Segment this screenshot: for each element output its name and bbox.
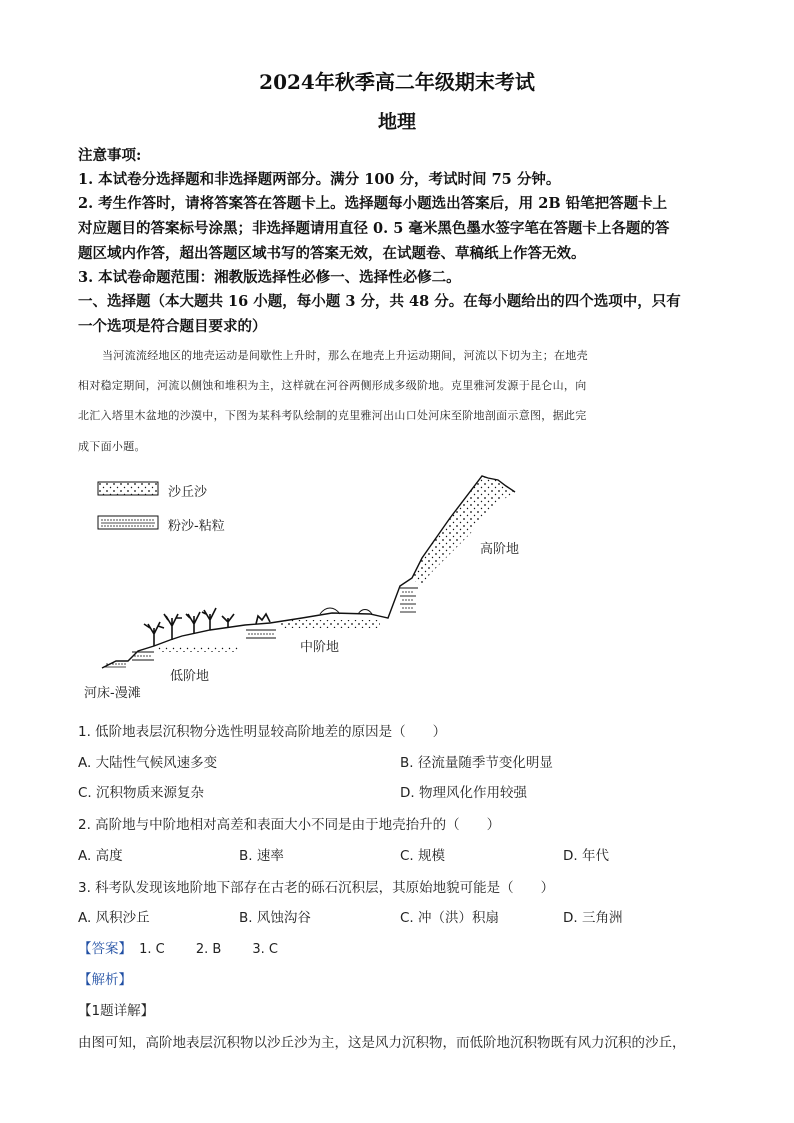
terrace-profile-diagram [70, 468, 570, 708]
terrace-profile-svg [70, 468, 570, 708]
option-c: C. 沉积物质来源复杂 [78, 785, 205, 801]
option-b: B. 径流量随季节变化明显 [400, 755, 553, 771]
subject-title: 地理 [377, 111, 416, 133]
label-low-terrace: 低阶地 [170, 669, 210, 684]
question-stem: 2. 高阶地与中阶地相对高差和表面大小不同是由于地壳抬升的（ ） [78, 817, 501, 833]
high-terrace-silt-layers [400, 588, 418, 612]
option-c: C. 冲（洪）积扇 [400, 910, 500, 926]
answer-value: 1. C [139, 942, 165, 957]
answer-value: 3. C [252, 942, 278, 957]
question-stem: 1. 低阶地表层沉积物分选性明显较高阶地差的原因是（ ） [78, 724, 447, 740]
label-high-terrace: 高阶地 [480, 542, 520, 557]
legend-sand [98, 482, 158, 495]
analysis-label: 【解析】 [78, 972, 132, 988]
legend-label-sand: 沙丘沙 [168, 485, 208, 500]
material-line: 北汇入塔里木盆地的沙漠中，下图为某科考队绘制的克里雅河出山口处河床至阶地剖面示意图，据此完 [78, 409, 587, 422]
low-terrace-vegetation [144, 608, 270, 646]
option-d: D. 三角洲 [563, 910, 623, 926]
notice-line: 3. 本试卷命题范围：湘教版选择性必修一、选择性必修二。 [78, 269, 461, 286]
option-a: A. 风积沙丘 [78, 910, 150, 926]
legend-silt [98, 516, 158, 529]
material-line: 当河流流经地区的地壳运动是间歇性上升时，那么在地壳上升运动期间，河流以下切为主；在地壳 [102, 349, 588, 362]
section-heading: 一、选择题（本大题共 16 小题，每小题 3 分，共 48 分。在每小题给出的四个选项中，只有 [78, 293, 681, 310]
label-middle-terrace: 中阶地 [300, 640, 340, 655]
analysis-sub-label: 【1题详解】 [78, 1003, 155, 1019]
option-a: A. 大陆性气候风速多变 [78, 755, 218, 771]
question-stem: 3. 科考队发现该地阶地下部存在古老的砾石沉积层，其原始地貌可能是（ ） [78, 880, 555, 896]
option-c: C. 规模 [400, 848, 446, 864]
notice-line: 1. 本试卷分选择题和非选择题两部分。满分 100 分，考试时间 75 分钟。 [78, 171, 561, 188]
high-terrace-sand [412, 476, 515, 586]
analysis-text: 由图可知，高阶地表层沉积物以沙丘沙为主，这是风力沉积物，而低阶地沉积物既有风力沉积的沙丘， [78, 1035, 686, 1051]
option-b: B. 速率 [239, 848, 284, 864]
option-d: D. 物理风化作用较强 [400, 785, 527, 801]
material-line: 相对稳定期间，河流以侧蚀和堆积为主，这样就在河谷两侧形成多级阶地。克里雅河发源于昆仑山，向 [78, 379, 587, 392]
answer-label: 【答案】 [78, 941, 132, 957]
legend-label-silt: 粉沙-粘粒 [168, 519, 225, 534]
answer-row [78, 937, 278, 957]
notice-line: 对应题目的答案标号涂黑；非选择题请用直径 0. 5 毫米黑色墨水签字笔在答题卡上各题的答 [78, 220, 670, 237]
exam-title: 2024年秋季高二年级期末考试 [259, 70, 535, 94]
notice-line: 题区域内作答，超出答题区域书写的答案无效，在试题卷、草稿纸上作答无效。 [78, 245, 586, 262]
answer-value: 2. B [195, 942, 222, 957]
notice-line: 2. 考生作答时，请将答案答在答题卡上。选择题每小题选出答案后，用 2B 铅笔把答题卡上 [78, 195, 668, 212]
label-riverbed: 河床-漫滩 [84, 686, 141, 701]
option-a: A. 高度 [78, 848, 123, 864]
material-line: 成下面小题。 [78, 440, 146, 453]
option-b: B. 风蚀沟谷 [239, 910, 311, 926]
option-d: D. 年代 [563, 848, 609, 864]
section-heading: 一个选项是符合题目要求的） [78, 318, 267, 335]
notice-heading: 注意事项: [78, 147, 142, 164]
